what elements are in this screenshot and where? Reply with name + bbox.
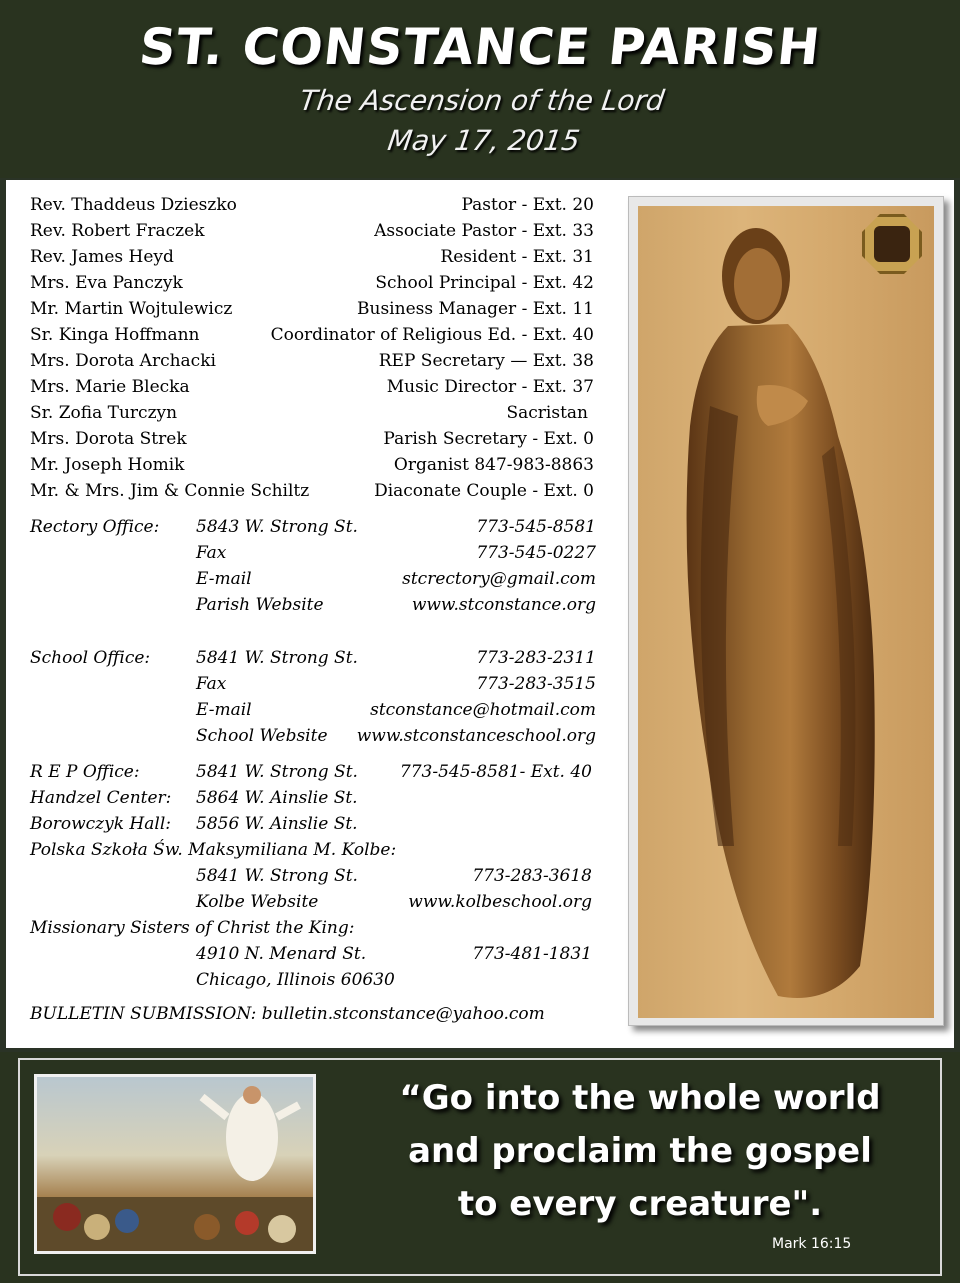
contact-label: School Office: [30,648,151,668]
contact-address: Fax [196,543,227,563]
staff-row [30,348,598,374]
staff-row [30,452,598,478]
staff-row [30,192,598,218]
contact-address: 5841 W. Strong St. [196,648,358,668]
staff-role: Pastor - Ext. 20 [461,195,594,215]
contact-address: Chicago, Illinois 60630 [196,970,395,990]
contact-label: Handzel Center: [30,788,172,808]
statue-photo [638,206,934,1018]
contact-address: School Website [196,726,328,746]
contact-value: www.kolbeschool.org [408,892,592,912]
contact-value: stcrectory@gmail.com [402,569,596,589]
contact-address: E-mail [196,700,252,720]
contact-address: 5843 W. Strong St. [196,517,358,537]
contact-value: 773-283-3515 [476,674,596,694]
staff-row [30,374,598,400]
quote-line-3: to every creature". [457,1184,823,1224]
staff-name: Sr. Zofia Turczyn [30,403,178,423]
staff-name: Mr. & Mrs. Jim & Connie Schiltz [30,481,310,501]
contact-line [30,863,600,889]
contact-label: Missionary Sisters of Christ the King: [30,918,355,938]
staff-name: Mrs. Dorota Strek [30,429,187,449]
contact-address: Fax [196,674,227,694]
staff-name: Mr. Joseph Homik [30,455,185,475]
contact-address: 5841 W. Strong St. [196,866,358,886]
contact-value: 773-283-3618 [472,866,592,886]
contact-value: 773-545-8581- Ext. 40 [399,762,592,782]
contact-line [30,837,600,863]
contact-line [30,645,600,671]
staff-row [30,478,598,504]
contact-label: Rectory Office: [30,517,160,537]
staff-row [30,218,598,244]
contact-address: 5841 W. Strong St. [196,762,358,782]
contact-line [30,566,600,592]
contact-value: 773-545-0227 [476,543,596,563]
scripture-quote [380,1072,900,1231]
contact-line [30,723,600,749]
contact-address: 4910 N. Menard St. [196,944,367,964]
contact-line [30,759,600,785]
staff-role: Coordinator of Religious Ed. - Ext. 40 [270,325,594,345]
contact-address: 5856 W. Ainslie St. [196,814,358,834]
other-offices-block [30,759,600,993]
staff-role: REP Secretary — Ext. 38 [378,351,594,371]
contact-line [30,941,600,967]
contact-value: 773-545-8581 [476,517,596,537]
staff-role: Resident - Ext. 31 [440,247,594,267]
contact-address: E-mail [196,569,252,589]
staff-role: Business Manager - Ext. 11 [357,299,594,319]
statue-illustration [638,206,934,1018]
contact-line [30,785,600,811]
contact-value: www.stconstanceschool.org [356,726,596,746]
contact-value: 773-481-1831 [472,944,592,964]
contact-line [30,967,600,993]
staff-name: Mr. Martin Wojtulewicz [30,299,233,319]
staff-role: Associate Pastor - Ext. 33 [374,221,594,241]
contact-value: stconstance@hotmail.com [370,700,596,720]
contact-label: R E P Office: [30,762,140,782]
staff-role: School Principal - Ext. 42 [375,273,594,293]
contact-value: 773-283-2311 [476,648,596,668]
quote-line-2: and proclaim the gospel [408,1131,872,1171]
ascension-illustration [37,1077,313,1251]
staff-directory [30,192,598,504]
staff-role: Music Director - Ext. 37 [386,377,594,397]
contact-line [30,811,600,837]
bulletin-date: May 17, 2015 [385,124,582,157]
contact-line [30,671,600,697]
staff-row [30,322,598,348]
staff-name: Mrs. Dorota Archacki [30,351,216,371]
school-contact-block [30,645,600,749]
contact-label: Polska Szkoła Św. Maksymiliana M. Kolbe: [30,840,397,860]
staff-name: Rev. Robert Fraczek [30,221,205,241]
staff-row [30,400,598,426]
staff-name: Sr. Kinga Hoffmann [30,325,200,345]
contact-address: 5864 W. Ainslie St. [196,788,358,808]
bulletin-submission: BULLETIN SUBMISSION: bulletin.stconstance@yahoo.com [30,1004,545,1024]
feast-subtitle: The Ascension of the Lord [297,84,667,117]
staff-role: Organist 847-983-8863 [393,455,594,475]
contact-line [30,592,600,618]
staff-name: Rev. James Heyd [30,247,174,267]
staff-row [30,296,598,322]
staff-role: Diaconate Couple - Ext. 0 [374,481,594,501]
contact-address: Parish Website [196,595,324,615]
contact-address: Kolbe Website [196,892,319,912]
staff-role: Parish Secretary - Ext. 0 [383,429,594,449]
staff-row [30,270,598,296]
staff-row [30,426,598,452]
contact-line [30,915,600,941]
rectory-contact-block [30,514,600,618]
plaque-center [874,226,910,262]
parish-title: ST. CONSTANCE PARISH [136,18,824,76]
contact-line [30,889,600,915]
staff-name: Mrs. Eva Panczyk [30,273,183,293]
ascension-painting [34,1074,316,1254]
quote-line-1: “Go into the whole world [399,1078,881,1118]
contact-value: www.stconstance.org [411,595,596,615]
contact-line [30,540,600,566]
staff-name: Mrs. Marie Blecka [30,377,190,397]
contact-line [30,697,600,723]
staff-role: Sacristan [506,403,588,423]
staff-name: Rev. Thaddeus Dzieszko [30,195,237,215]
contact-line [30,514,600,540]
contact-label: Borowczyk Hall: [30,814,171,834]
scripture-citation: Mark 16:15 [772,1236,852,1252]
staff-row [30,244,598,270]
bulletin-header [0,0,960,178]
